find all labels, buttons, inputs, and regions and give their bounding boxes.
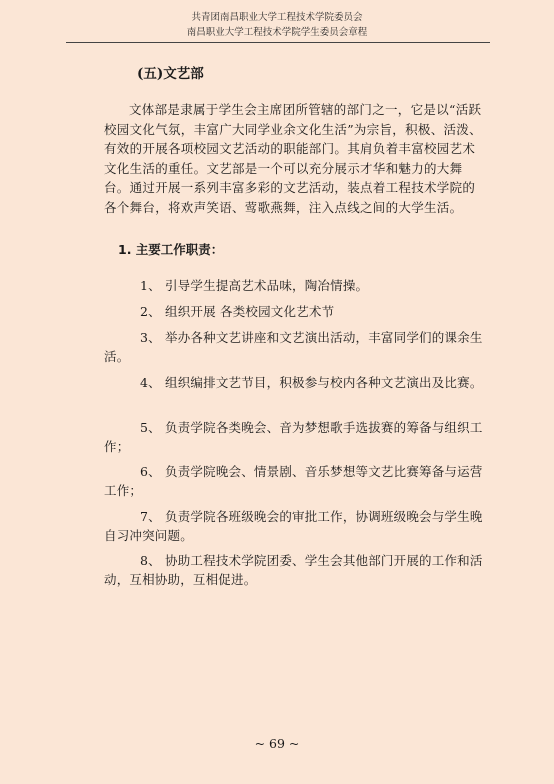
duty-item: 8、 协助工程技术学院团委、学生会其他部门开展的工作和活动，互相协助，互相促进。: [104, 553, 483, 587]
duty-item: 2、 组织开展 各类校园文化艺术节: [140, 304, 335, 319]
duty-item: 6、 负责学院晚会、情景剧、音乐梦想等文艺比赛筹备与运营工作；: [104, 464, 483, 498]
duty-item: 3、 举办各种文艺讲座和文艺演出活动，丰富同学们的课余生活。: [104, 330, 483, 364]
duty-item: 7、 负责学院各班级晚会的审批工作，协调班级晚会与学生晚自习冲突问题。: [104, 509, 483, 543]
intro-paragraph: 文体部是隶属于学生会主席团所管辖的部门之一，它是以“活跃校园文化气氛，丰富广大同学业余文化生活”为宗旨，积极、活泼、有效的开展各项校园文艺活动的职能部门。其肩负着丰富校园艺术文化生活的重任。文艺部是一个可以充分展示才华和魅力的大舞台。通过开展一系列丰富多彩的文艺活动，装点着工程技术学院的各个舞台，将欢声笑语、莺歌燕舞，注入点线之间的大学生活。: [104, 102, 482, 215]
duty-item: 1、 引导学生提高艺术品味，陶冶情操。: [140, 278, 369, 293]
page-number: ~ 69 ~: [254, 736, 300, 751]
header-document-title: 南昌职业大学工程技术学院学生委员会章程: [186, 27, 368, 38]
header-divider: [66, 42, 490, 43]
duty-item: 4、 组织编排文艺节目，积极参与校内各种文艺演出及比赛。: [140, 375, 483, 390]
page-header: [0, 10, 554, 40]
duty-item: 5、 负责学院各类晚会、音为梦想歌手选拔赛的筹备与组织工作；: [104, 420, 483, 454]
duties-heading: 1. 主要工作职责：: [118, 242, 224, 257]
header-organization: 共青团南昌职业大学工程技术学院委员会: [191, 12, 363, 23]
section-title: (五)文艺部: [137, 66, 204, 82]
